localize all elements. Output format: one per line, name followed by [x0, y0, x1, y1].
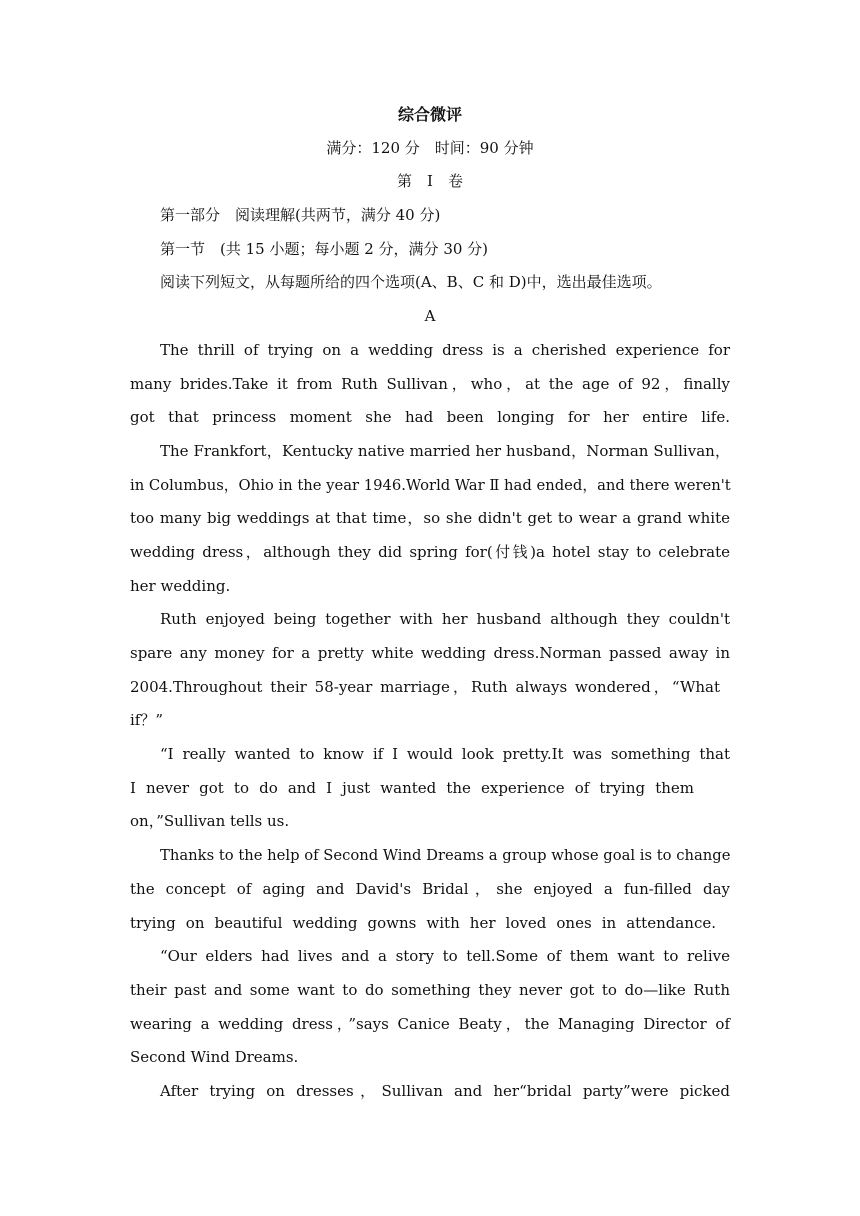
passage-label: A: [424, 307, 436, 326]
paragraph-4: [130, 738, 730, 839]
volume-heading: 第 Ⅰ 卷: [397, 172, 463, 191]
text-line: “Our elders had lives and a story to tell.Some of them want to relive: [160, 947, 730, 966]
part-heading: 第一部分 阅读理解(共两节，满分 40 分): [160, 206, 441, 225]
instruction-text: 阅读下列短文，从每题所给的四个选项(A、B、C 和 D)中，选出最佳选项。: [160, 273, 662, 292]
paragraph-1: [130, 334, 730, 435]
text-line: “I really wanted to know if I would look pretty.It was something that: [160, 745, 730, 764]
text-line: Second Wind Dreams.: [130, 1048, 299, 1067]
text-line: I never got to do and I just wanted the experience of trying them: [130, 778, 694, 797]
text-line: if？”: [130, 711, 164, 730]
paragraph-5: [130, 839, 730, 940]
text-line: wearing a wedding dress，”says Canice Beaty，the Managing Director of: [130, 1014, 730, 1033]
text-line: the concept of aging and David's Bridal，she enjoyed a fun-filled day: [130, 879, 730, 898]
paragraph-3: [130, 603, 730, 738]
text-line: Thanks to the help of Second Wind Dreams a group whose goal is to change: [160, 847, 731, 865]
document-title: 综合微评: [397, 105, 462, 124]
text-line: wedding dress，although they did spring for(付钱)a hotel stay to celebrate: [130, 542, 730, 561]
paragraph-6: [130, 940, 730, 1075]
document-page: [130, 98, 730, 1109]
text-line: their past and some want to do something they never got to do—like Ruth: [130, 980, 730, 999]
text-line: Ruth enjoyed being together with her husband although they couldn't: [160, 610, 730, 629]
text-line: many brides.Take it from Ruth Sullivan，who，at the age of 92，finally: [130, 374, 730, 393]
text-line: on，”Sullivan tells us.: [130, 812, 290, 831]
text-line: 2004.Throughout their 58-year marriage，Ruth always wondered，“What: [130, 677, 720, 696]
text-line: got that princess moment she had been longing for her entire life.: [130, 408, 730, 427]
text-line: her wedding.: [130, 576, 231, 595]
paragraph-7: [130, 1075, 730, 1109]
text-line: trying on beautiful wedding gowns with her loved ones in attendance.: [130, 913, 716, 932]
section-heading: 第一节 (共 15 小题；每小题 2 分，满分 30 分): [160, 239, 489, 258]
text-line: spare any money for a pretty white wedding dress.Norman passed away in: [130, 644, 730, 662]
text-line: After trying on dresses，Sullivan and her“bridal party”were picked: [160, 1081, 730, 1100]
text-line: too many big weddings at that time，so she didn't get to wear a grand white: [130, 509, 730, 528]
text-line: in Columbus，Ohio in the year 1946.World War Ⅱ had ended，and there weren't: [130, 476, 731, 494]
text-line: The thrill of trying on a wedding dress is a cherished experience for: [160, 340, 730, 359]
score-time-info: 满分：120 分 时间：90 分钟: [326, 138, 534, 157]
paragraph-2: [130, 435, 730, 603]
text-line: The Frankfort，Kentucky native married her husband，Norman Sullivan，: [160, 441, 730, 460]
